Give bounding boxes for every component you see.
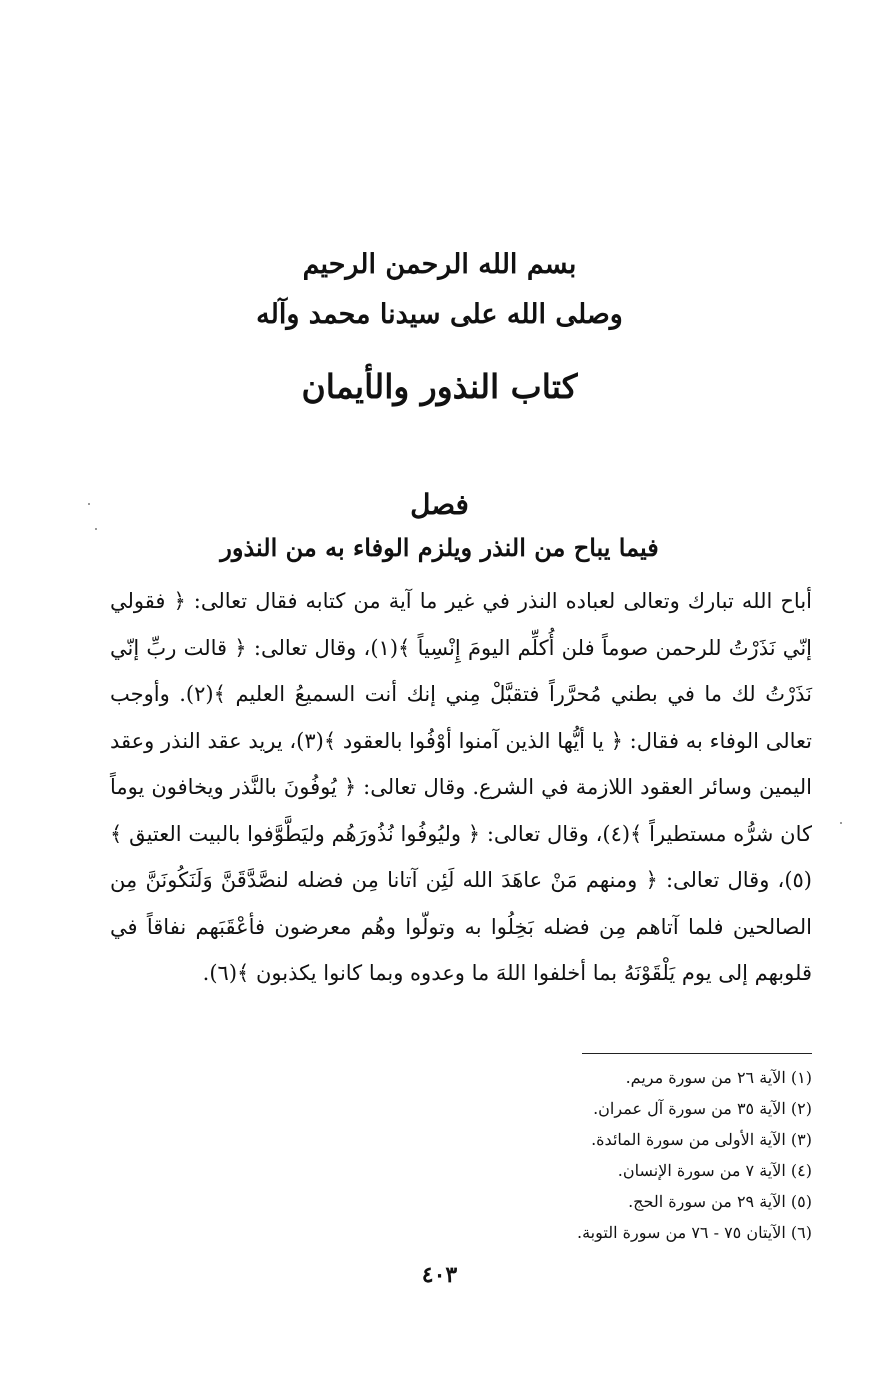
section-subheading: فيما يباح من النذر ويلزم الوفاء به من النذور (220, 533, 659, 562)
body-text (110, 578, 812, 997)
invocation-header (0, 240, 879, 340)
footnote-item: (٦) الآيتان ٧٥ - ٧٦ من سورة التوبة. (576, 1223, 812, 1242)
scan-speck (95, 528, 97, 530)
body-paragraph: أباح الله تبارك وتعالى لعباده النذر في غير ما آية من كتابه فقال تعالى: ﴿ فقولي إنّي نَذَرْتُ للرحمن صوماً فلن أُكلِّم اليومَ إِنْسِياً ﴾(١)، وقال تعالى: ﴿ قالت ربِّ إنّي نَذَرْتُ لك ما في بطني مُحرَّراً فتقبَّلْ مِني إنك أنت السميعُ العليم ﴾(٢). وأوجب تعالى الوفاء به فقال: ﴿ يا أيُّها الذين آمنوا أوْفُوا بالعقود ﴾(٣)، يريد عقد النذر وعقد اليمين وسائر العقود اللازمة في الشرع. وقال تعالى: ﴿ يُوفُونَ بالنَّذر ويخافون يوماً كان شرُّه مستطيراً ﴾(٤)، وقال تعالى: ﴿ وليُوفُوا نُذُورَهُم وليَطَّوَّفوا بالبيت العتيق ﴾(٥)، وقال تعالى: ﴿ ومنهم مَنْ عاهَدَ الله لَئِن آتانا مِن فضله لنصَّدَّقَنَّ وَلَنَكُونَنَّ مِن الصالحين فلما آتاهم مِن فضله بَخِلُوا به وتولّوا وهُم معرضون فأعْقَبَهم نفاقاً في قلوبهم إلى يوم يَلْقَوْنَهُ بما أخلفوا اللهَ ما وعدوه وبما كانوا يكذبون ﴾(٦). (110, 589, 813, 985)
footnote-item: (٢) الآية ٣٥ من سورة آل عمران. (593, 1099, 812, 1118)
scan-speck (88, 503, 90, 505)
footnote-item: (١) الآية ٢٦ من سورة مريم. (625, 1068, 812, 1087)
basmala-line: بسم الله الرحمن الرحيم (302, 249, 577, 280)
scan-speck (840, 822, 842, 824)
footnote-item: (٤) الآية ٧ من سورة الإنسان. (617, 1161, 812, 1180)
footnotes-list (420, 1062, 812, 1248)
book-title: كتاب النذور والأيمان (301, 367, 578, 406)
footnote-item: (٥) الآية ٢٩ من سورة الحج. (628, 1192, 812, 1211)
page-number: ٤٠٣ (421, 1262, 458, 1288)
salawat-line: وصلى الله على سيدنا محمد وآله (256, 299, 623, 330)
footnote-separator (582, 1053, 812, 1054)
section-heading: فصل (410, 488, 469, 521)
footnote-item: (٣) الآية الأولى من سورة المائدة. (591, 1130, 812, 1149)
